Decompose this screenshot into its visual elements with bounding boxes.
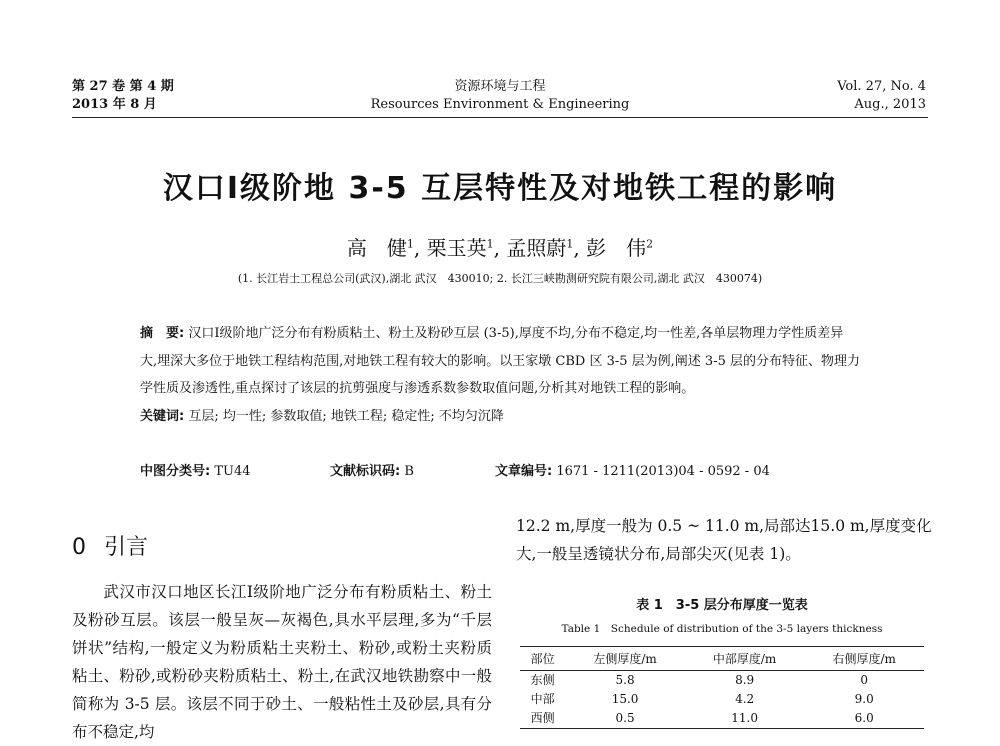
document-code xyxy=(330,460,414,479)
table-caption-en: Table 1 Schedule of distribution of the 3-5 layers thickness xyxy=(561,623,883,635)
section-number: 0 xyxy=(72,535,86,560)
table-cell: 15.0 xyxy=(611,692,639,706)
section-title: 引言 xyxy=(104,535,149,560)
table-header-cell: 中部厚度/m xyxy=(685,647,805,671)
table-cell: 西侧 xyxy=(520,709,565,729)
clc-label: 中图分类号: xyxy=(140,464,211,479)
intro-paragraph: 武汉市汉口地区长江Ⅰ级阶地广泛分布有粉质粘土、粉土及粉砂互层。该层一般呈灰—灰褐色,具水平层理,多为“千层饼状”结构,一般定义为粉质粘土夹粉土、粉砂,或粉土夹粉质粘土、粉砂,或粉砂夹粉质粘土、粉土,在武汉地铁勘察中一般简称为 3-5 层。该层不同于砂土、一般粘性土及砂层,具有分布不稳定,均 xyxy=(72,583,492,741)
thickness-table xyxy=(520,646,924,729)
table-header-cell: 右侧厚度/m xyxy=(804,647,924,671)
author-name: 栗玉英 xyxy=(426,236,487,260)
clc-number xyxy=(140,460,251,479)
body-text-left xyxy=(72,578,492,746)
affiliations: (1. 长江岩土工程总公司(武汉),湖北 武汉 430010; 2. 长江三峡勘测研究院有限公司,湖北 武汉 430074) xyxy=(237,272,763,285)
table-cell: 4.2 xyxy=(735,692,755,706)
running-header-right xyxy=(837,78,926,114)
article-number xyxy=(495,460,770,479)
table-cell: 8.9 xyxy=(735,673,755,687)
journal-name-cn: 资源环境与工程 xyxy=(454,79,546,94)
abstract xyxy=(140,320,860,430)
keywords-label: 关键词: xyxy=(140,408,185,424)
author-affil-mark: 1 xyxy=(566,237,574,251)
author-affil-mark: 2 xyxy=(646,237,654,251)
section-heading xyxy=(72,530,166,561)
paper-title: 汉口Ⅰ级阶地 3-5 互层特性及对地铁工程的影响 xyxy=(162,171,838,206)
clc-value: TU44 xyxy=(214,464,251,479)
author-affil-mark: 1 xyxy=(406,237,414,251)
keywords-text: 互层; 均一性; 参数取值; 地铁工程; 稳定性; 不均匀沉降 xyxy=(188,408,504,424)
journal-name-en: Resources Environment & Engineering xyxy=(370,97,630,112)
volume-issue-en: Vol. 27, No. 4 xyxy=(837,79,926,94)
date-en: Aug., 2013 xyxy=(854,97,926,112)
abstract-label: 摘 要: xyxy=(140,326,185,341)
table-row xyxy=(520,709,924,729)
table-caption: 表 1 3-5 层分布厚度一览表 xyxy=(636,598,808,613)
table-row xyxy=(520,671,924,691)
table-header-row xyxy=(520,647,924,671)
table-cell: 6.0 xyxy=(804,709,924,729)
header-rule xyxy=(72,117,928,118)
date-cn: 2013 年 8 月 xyxy=(72,97,157,112)
abstract-text: 汉口Ⅰ级阶地广泛分布有粉质粘土、粉土及粉砂互层 (3-5),厚度不均,分布不稳定,均一性差,各单层物理力学性质差异大,埋深大多位于地铁工程结构范围,对地铁工程有较大的影响。以王家墩 CBD 区 3-5 层为例,阐述 3-5 层的分布特征、物理力学性质及渗透性,重点探讨了该层的抗剪强度与渗透系数参数取值问题,分析其对地铁工程的影响。 xyxy=(140,326,860,396)
table-header-cell: 部位 xyxy=(520,647,565,671)
table-cell: 0 xyxy=(860,673,869,687)
table-cell: 5.8 xyxy=(615,673,635,687)
author-list: 高 健$^1$, 栗玉英$^1$, 孟照蔚$^1$, 彭 伟$^2$ xyxy=(346,236,654,260)
volume-issue-cn: 第 27 卷 第 4 期 xyxy=(72,79,174,94)
author-name: 彭 伟 xyxy=(586,236,647,260)
document-code-value: B xyxy=(404,464,414,479)
keywords xyxy=(140,403,860,431)
author-name: 孟照蔚 xyxy=(506,236,567,260)
article-number-label: 文章编号: xyxy=(495,464,553,479)
document-code-label: 文献标识码: xyxy=(330,464,401,479)
table-cell: 中部 xyxy=(530,692,555,706)
table-cell: 11.0 xyxy=(685,709,805,729)
table-cell: 0.5 xyxy=(565,709,685,729)
table-cell: 东侧 xyxy=(530,673,555,687)
table-header-cell: 左侧厚度/m xyxy=(565,647,685,671)
author-name: 高 健 xyxy=(346,236,407,260)
author-affil-mark: 1 xyxy=(486,237,494,251)
article-number-value: 1671 - 1211(2013)04 - 0592 - 04 xyxy=(556,464,770,479)
body-text-right: 12.2 m,厚度一般为 0.5 ~ 11.0 m,局部达15.0 m,厚度变化大,一般呈透镜状分布,局部尖灭(见表 1)。 xyxy=(516,517,932,563)
table-row xyxy=(520,690,924,709)
table-cell: 9.0 xyxy=(854,692,874,706)
